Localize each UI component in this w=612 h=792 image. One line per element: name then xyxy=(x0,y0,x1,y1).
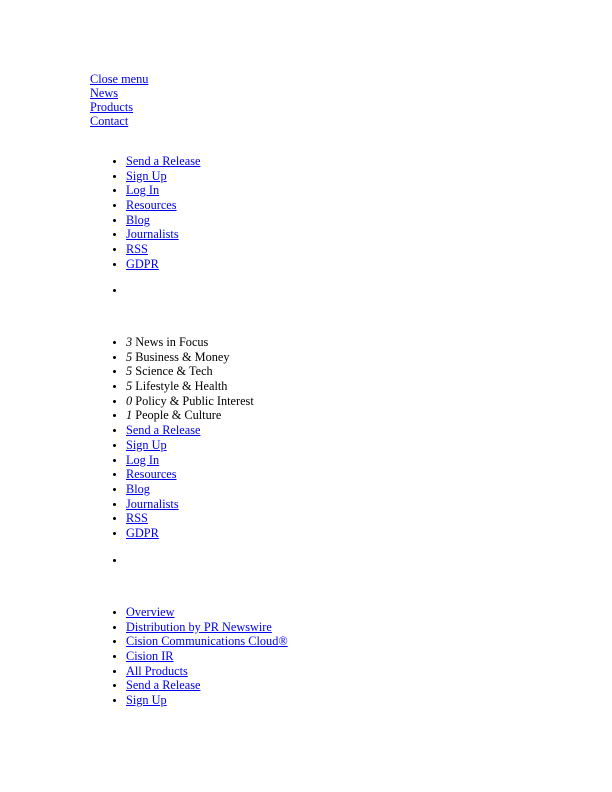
list-item xyxy=(126,634,288,649)
blog-link[interactable]: Blog xyxy=(126,212,150,227)
list-item xyxy=(126,678,288,693)
sign-up-link[interactable]: Sign Up xyxy=(126,437,167,452)
news-categories-list xyxy=(104,335,254,541)
category-count: 3 xyxy=(126,335,133,349)
list-item xyxy=(126,649,288,664)
list-item xyxy=(126,497,254,512)
account-links-list-1 xyxy=(104,154,200,272)
list-item xyxy=(126,511,254,526)
category-item xyxy=(126,379,254,394)
resources-link[interactable]: Resources xyxy=(126,198,177,213)
list-item xyxy=(126,693,288,708)
distribution-link[interactable]: Distribution by PR Newswire xyxy=(126,619,272,634)
products-list xyxy=(104,605,288,708)
category-label: Science & Tech xyxy=(135,364,213,379)
category-count: 5 xyxy=(126,364,133,379)
category-count: 0 xyxy=(126,393,133,408)
list-item xyxy=(126,664,288,679)
list-item xyxy=(126,620,288,635)
send-release-link[interactable]: Send a Release xyxy=(126,154,201,168)
list-item xyxy=(126,242,200,257)
all-products-link[interactable]: All Products xyxy=(126,663,188,678)
category-count: 5 xyxy=(126,379,133,394)
contact-link[interactable]: Contact xyxy=(90,114,129,128)
category-label: Lifestyle & Health xyxy=(135,379,228,394)
resources-link[interactable]: Resources xyxy=(126,467,177,482)
empty-list-1 xyxy=(104,283,126,298)
rss-link[interactable]: RSS xyxy=(126,511,148,526)
category-label: News in Focus xyxy=(135,335,209,349)
sign-up-link[interactable]: Sign Up xyxy=(126,168,167,183)
send-release-link[interactable]: Send a Release xyxy=(126,423,201,438)
gdpr-link[interactable]: GDPR xyxy=(126,256,159,271)
list-item xyxy=(126,213,200,228)
list-item xyxy=(126,198,200,213)
news-link[interactable]: News xyxy=(90,86,119,100)
empty-list-2 xyxy=(104,553,126,568)
gdpr-link[interactable]: GDPR xyxy=(126,525,159,540)
category-label: People & Culture xyxy=(135,408,222,423)
mobile-menu-links xyxy=(90,72,148,128)
list-item xyxy=(126,438,254,453)
category-label: Policy & Public Interest xyxy=(135,393,254,408)
products-link[interactable]: Products xyxy=(90,100,134,114)
list-item xyxy=(126,482,254,497)
category-item xyxy=(126,350,254,365)
rss-link[interactable]: RSS xyxy=(126,242,148,257)
category-item xyxy=(126,335,254,350)
sign-up-link[interactable]: Sign Up xyxy=(126,693,167,708)
log-in-link[interactable]: Log In xyxy=(126,452,160,467)
overview-link[interactable]: Overview xyxy=(126,605,175,619)
cision-ir-link[interactable]: Cision IR xyxy=(126,649,174,664)
list-item xyxy=(126,467,254,482)
list-item xyxy=(126,154,200,169)
list-item xyxy=(126,605,288,620)
category-label: Business & Money xyxy=(135,349,230,364)
category-item xyxy=(126,408,254,423)
category-item xyxy=(126,394,254,409)
list-item xyxy=(126,169,200,184)
category-count: 1 xyxy=(126,408,133,423)
journalists-link[interactable]: Journalists xyxy=(126,227,179,242)
category-item xyxy=(126,364,254,379)
close-menu-link[interactable]: Close menu xyxy=(90,72,149,86)
list-item xyxy=(126,526,254,541)
send-release-link[interactable]: Send a Release xyxy=(126,678,201,693)
communications-cloud-link[interactable]: Cision Communications Cloud® xyxy=(126,634,288,649)
list-item xyxy=(126,257,200,272)
log-in-link[interactable]: Log In xyxy=(126,183,160,198)
list-item xyxy=(126,423,254,438)
journalists-link[interactable]: Journalists xyxy=(126,496,179,511)
blog-link[interactable]: Blog xyxy=(126,481,150,496)
list-item xyxy=(126,183,200,198)
list-item xyxy=(126,227,200,242)
category-count: 5 xyxy=(126,349,133,364)
list-item xyxy=(126,453,254,468)
